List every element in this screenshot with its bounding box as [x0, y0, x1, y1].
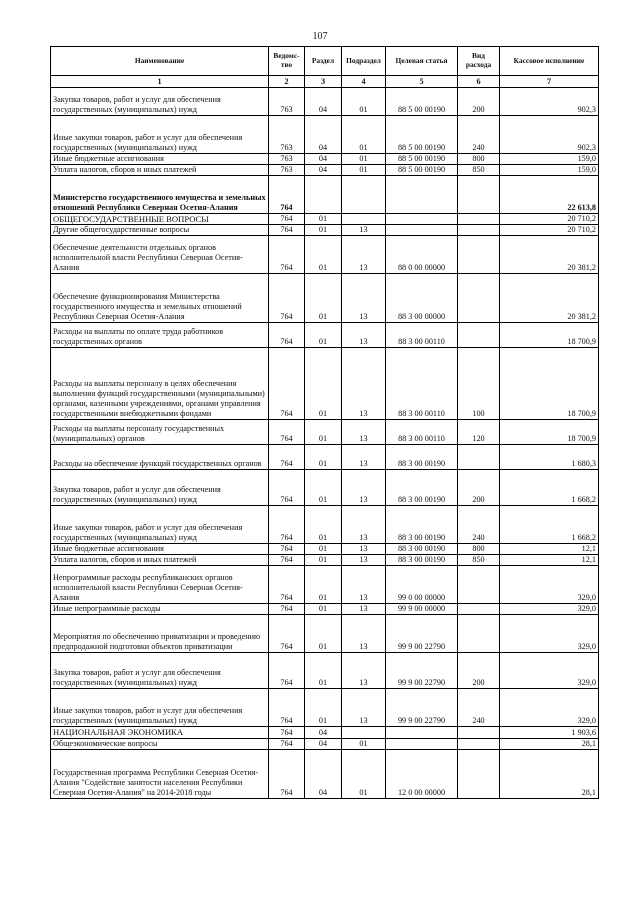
cell-subsection: 01	[342, 154, 386, 165]
cell-subsection: 01	[342, 738, 386, 749]
cell-dept: 764	[269, 727, 305, 738]
cell-amount: 1 668,2	[500, 470, 599, 506]
table-row	[51, 274, 599, 323]
column-number: 3	[305, 76, 342, 88]
cell-dept: 764	[269, 214, 305, 225]
cell-amount: 20 381,2	[500, 274, 599, 323]
cell-amount: 1 680,3	[500, 445, 599, 470]
cell-target: 88 0 00 00000	[386, 236, 458, 274]
cell-name: Уплата налогов, сборов и иных платежей	[51, 555, 269, 566]
cell-section: 01	[305, 506, 342, 544]
cell-amount: 902,3	[500, 116, 599, 154]
cell-dept: 764	[269, 445, 305, 470]
column-number: 7	[500, 76, 599, 88]
cell-target: 99 9 00 00000	[386, 604, 458, 615]
cell-kind: 240	[458, 689, 500, 727]
cell-amount: 20 710,2	[500, 225, 599, 236]
cell-kind: 240	[458, 506, 500, 544]
cell-name: ОБЩЕГОСУДАРСТВЕННЫЕ ВОПРОСЫ	[51, 214, 269, 225]
cell-name: НАЦИОНАЛЬНАЯ ЭКОНОМИКА	[51, 727, 269, 738]
cell-target	[386, 727, 458, 738]
cell-target: 88 3 00 00110	[386, 323, 458, 348]
cell-section: 04	[305, 749, 342, 798]
header-name: Наименование	[51, 47, 269, 76]
cell-subsection: 13	[342, 604, 386, 615]
cell-name: Иные непрограммные расходы	[51, 604, 269, 615]
cell-subsection	[342, 214, 386, 225]
column-number-row	[51, 76, 599, 88]
cell-section: 01	[305, 544, 342, 555]
table-row	[51, 470, 599, 506]
header-kind: Вид расхода	[458, 47, 500, 76]
table-row	[51, 749, 599, 798]
column-number: 6	[458, 76, 500, 88]
cell-name: Иные бюджетные ассигнования	[51, 544, 269, 555]
cell-amount: 18 700,9	[500, 323, 599, 348]
cell-dept: 764	[269, 225, 305, 236]
cell-subsection: 13	[342, 225, 386, 236]
table-row	[51, 653, 599, 689]
cell-name: Иные закупки товаров, работ и услуг для обеспечения государственных (муниципальных) нужд	[51, 689, 269, 727]
table-row	[51, 544, 599, 555]
cell-subsection: 01	[342, 116, 386, 154]
cell-kind	[458, 214, 500, 225]
cell-target: 99 0 00 00000	[386, 566, 458, 604]
cell-subsection: 01	[342, 165, 386, 176]
cell-section: 01	[305, 604, 342, 615]
cell-section: 01	[305, 615, 342, 653]
cell-kind	[458, 236, 500, 274]
column-number: 5	[386, 76, 458, 88]
cell-kind: 850	[458, 555, 500, 566]
cell-amount: 159,0	[500, 165, 599, 176]
cell-dept: 764	[269, 566, 305, 604]
cell-kind: 200	[458, 470, 500, 506]
cell-name: Государственная программа Республики Северная Осетия-Алания "Содействие занятости населения Республики Северная Осетия-Алания" на 2014-2018 годы	[51, 749, 269, 798]
cell-kind	[458, 274, 500, 323]
cell-dept: 763	[269, 154, 305, 165]
cell-section	[305, 176, 342, 214]
cell-subsection: 13	[342, 689, 386, 727]
cell-name: Мероприятия по обеспечению приватизации и проведению предпродажной подготовки объектов приватизации	[51, 615, 269, 653]
cell-amount: 329,0	[500, 653, 599, 689]
cell-name: Общеэкономические вопросы	[51, 738, 269, 749]
cell-kind: 800	[458, 154, 500, 165]
cell-dept: 764	[269, 323, 305, 348]
cell-subsection: 13	[342, 236, 386, 274]
cell-section: 01	[305, 653, 342, 689]
table-row	[51, 176, 599, 214]
cell-amount: 329,0	[500, 689, 599, 727]
cell-subsection: 13	[342, 555, 386, 566]
cell-name: Закупка товаров, работ и услуг для обеспечения государственных (муниципальных) нужд	[51, 88, 269, 116]
cell-subsection: 13	[342, 420, 386, 445]
cell-amount: 329,0	[500, 566, 599, 604]
column-number: 4	[342, 76, 386, 88]
table-row	[51, 88, 599, 116]
budget-table	[50, 46, 599, 799]
table-row	[51, 615, 599, 653]
cell-amount: 12,1	[500, 544, 599, 555]
cell-name: Уплата налогов, сборов и иных платежей	[51, 165, 269, 176]
cell-section: 01	[305, 214, 342, 225]
cell-dept: 764	[269, 615, 305, 653]
cell-dept: 763	[269, 165, 305, 176]
cell-dept: 764	[269, 653, 305, 689]
cell-kind: 240	[458, 116, 500, 154]
cell-target: 99 9 00 22790	[386, 653, 458, 689]
cell-section: 04	[305, 727, 342, 738]
cell-subsection: 13	[342, 653, 386, 689]
cell-amount: 329,0	[500, 615, 599, 653]
cell-name: Другие общегосударственные вопросы	[51, 225, 269, 236]
cell-name: Расходы на обеспечение функций государственных органов	[51, 445, 269, 470]
table-row	[51, 727, 599, 738]
cell-section: 04	[305, 154, 342, 165]
header-subsection: Подраздел	[342, 47, 386, 76]
table-row	[51, 604, 599, 615]
cell-dept: 763	[269, 116, 305, 154]
cell-amount: 18 700,9	[500, 348, 599, 420]
cell-section: 01	[305, 348, 342, 420]
table-row	[51, 566, 599, 604]
cell-kind: 850	[458, 165, 500, 176]
table-row	[51, 445, 599, 470]
table-row	[51, 689, 599, 727]
cell-subsection: 13	[342, 348, 386, 420]
column-number: 2	[269, 76, 305, 88]
cell-subsection: 01	[342, 749, 386, 798]
cell-kind	[458, 445, 500, 470]
cell-section: 01	[305, 323, 342, 348]
cell-section: 04	[305, 165, 342, 176]
cell-dept: 764	[269, 544, 305, 555]
cell-name: Иные закупки товаров, работ и услуг для обеспечения государственных (муниципальных) нужд	[51, 506, 269, 544]
cell-section: 01	[305, 420, 342, 445]
cell-target: 88 3 00 00190	[386, 445, 458, 470]
cell-target: 88 3 00 00000	[386, 274, 458, 323]
cell-kind: 800	[458, 544, 500, 555]
table-row	[51, 214, 599, 225]
cell-dept: 764	[269, 738, 305, 749]
cell-name: Обеспечение функционирования Министерства государственного имущества и земельных отношений Республики Северная Осетия-Алания	[51, 274, 269, 323]
cell-subsection: 13	[342, 445, 386, 470]
cell-target: 12 0 00 00000	[386, 749, 458, 798]
cell-dept: 764	[269, 274, 305, 323]
table-row	[51, 738, 599, 749]
column-number: 1	[51, 76, 269, 88]
cell-kind	[458, 615, 500, 653]
cell-subsection: 13	[342, 470, 386, 506]
cell-target: 99 9 00 22790	[386, 689, 458, 727]
table-row	[51, 420, 599, 445]
cell-target: 99 9 00 22790	[386, 615, 458, 653]
cell-kind	[458, 566, 500, 604]
cell-section: 04	[305, 738, 342, 749]
cell-kind	[458, 738, 500, 749]
cell-amount: 22 613,8	[500, 176, 599, 214]
cell-kind	[458, 749, 500, 798]
cell-section: 04	[305, 116, 342, 154]
cell-name: Иные закупки товаров, работ и услуг для обеспечения государственных (муниципальных) нужд	[51, 116, 269, 154]
cell-section: 01	[305, 689, 342, 727]
table-row	[51, 165, 599, 176]
cell-dept: 764	[269, 689, 305, 727]
cell-name: Закупка товаров, работ и услуг для обеспечения государственных (муниципальных) нужд	[51, 653, 269, 689]
cell-dept: 764	[269, 749, 305, 798]
table-row	[51, 506, 599, 544]
cell-target	[386, 214, 458, 225]
cell-dept: 764	[269, 348, 305, 420]
cell-dept: 763	[269, 88, 305, 116]
cell-name: Непрограммные расходы республиканских органов исполнительной власти Республики Северная Осетия-Алания	[51, 566, 269, 604]
cell-name: Расходы на выплаты по оплате труда работников государственных органов	[51, 323, 269, 348]
cell-kind: 120	[458, 420, 500, 445]
cell-target	[386, 176, 458, 214]
cell-section: 01	[305, 236, 342, 274]
cell-name: Иные бюджетные ассигнования	[51, 154, 269, 165]
cell-amount: 12,1	[500, 555, 599, 566]
cell-kind	[458, 176, 500, 214]
table-body	[51, 88, 599, 799]
cell-section: 01	[305, 445, 342, 470]
cell-target: 88 3 00 00190	[386, 555, 458, 566]
cell-dept: 764	[269, 420, 305, 445]
table-row	[51, 225, 599, 236]
cell-name: Обеспечение деятельности отдельных органов исполнительной власти Республики Северная Осетия-Алания	[51, 236, 269, 274]
cell-target	[386, 225, 458, 236]
cell-target: 88 3 00 00190	[386, 544, 458, 555]
cell-kind: 200	[458, 88, 500, 116]
cell-amount: 159,0	[500, 154, 599, 165]
cell-section: 01	[305, 225, 342, 236]
cell-amount: 28,1	[500, 749, 599, 798]
cell-amount: 20 381,2	[500, 236, 599, 274]
cell-amount: 20 710,2	[500, 214, 599, 225]
table-row	[51, 116, 599, 154]
cell-target: 88 5 00 00190	[386, 116, 458, 154]
cell-target: 88 5 00 00190	[386, 88, 458, 116]
cell-dept: 764	[269, 236, 305, 274]
cell-target: 88 3 00 00190	[386, 470, 458, 506]
table-row	[51, 236, 599, 274]
table-row	[51, 555, 599, 566]
cell-section: 01	[305, 555, 342, 566]
cell-name: Закупка товаров, работ и услуг для обеспечения государственных (муниципальных) нужд	[51, 470, 269, 506]
cell-subsection: 01	[342, 88, 386, 116]
header-target: Целевая статья	[386, 47, 458, 76]
cell-amount: 18 700,9	[500, 420, 599, 445]
cell-subsection: 13	[342, 323, 386, 348]
cell-amount: 1 903,6	[500, 727, 599, 738]
header-amount: Кассовое исполнение	[500, 47, 599, 76]
cell-subsection	[342, 727, 386, 738]
cell-kind	[458, 727, 500, 738]
cell-dept: 764	[269, 506, 305, 544]
cell-section: 01	[305, 470, 342, 506]
cell-kind: 200	[458, 653, 500, 689]
cell-name: Расходы на выплаты персоналу государственных (муниципальных) органов	[51, 420, 269, 445]
header-section: Раздел	[305, 47, 342, 76]
cell-amount: 28,1	[500, 738, 599, 749]
header-row	[51, 47, 599, 76]
cell-dept: 764	[269, 176, 305, 214]
cell-target: 88 3 00 00110	[386, 348, 458, 420]
cell-target: 88 5 00 00190	[386, 165, 458, 176]
cell-kind	[458, 225, 500, 236]
cell-kind: 100	[458, 348, 500, 420]
cell-kind	[458, 323, 500, 348]
cell-target: 88 3 00 00190	[386, 506, 458, 544]
page-number: 107	[312, 31, 328, 42]
cell-name: Министерство государственного имущества и земельных отношений Республики Северная Осетия-Алания	[51, 176, 269, 214]
cell-subsection: 13	[342, 566, 386, 604]
cell-name: Расходы на выплаты персоналу в целях обеспечения выполнения функций государственными (муниципальными) органами, казенными учреждениями, органами управления государственными внебюджетными фондами	[51, 348, 269, 420]
cell-subsection	[342, 176, 386, 214]
cell-subsection: 13	[342, 274, 386, 323]
cell-target: 88 5 00 00190	[386, 154, 458, 165]
table-row	[51, 348, 599, 420]
cell-dept: 764	[269, 470, 305, 506]
cell-amount: 329,0	[500, 604, 599, 615]
cell-subsection: 13	[342, 506, 386, 544]
cell-subsection: 13	[342, 615, 386, 653]
cell-target	[386, 738, 458, 749]
cell-section: 01	[305, 566, 342, 604]
cell-section: 04	[305, 88, 342, 116]
cell-amount: 902,3	[500, 88, 599, 116]
table-row	[51, 323, 599, 348]
cell-section: 01	[305, 274, 342, 323]
cell-kind	[458, 604, 500, 615]
cell-subsection: 13	[342, 544, 386, 555]
table-row	[51, 154, 599, 165]
header-dept: Ведомс-тво	[269, 47, 305, 76]
cell-dept: 764	[269, 555, 305, 566]
cell-target: 88 3 00 00110	[386, 420, 458, 445]
cell-dept: 764	[269, 604, 305, 615]
cell-amount: 1 668,2	[500, 506, 599, 544]
